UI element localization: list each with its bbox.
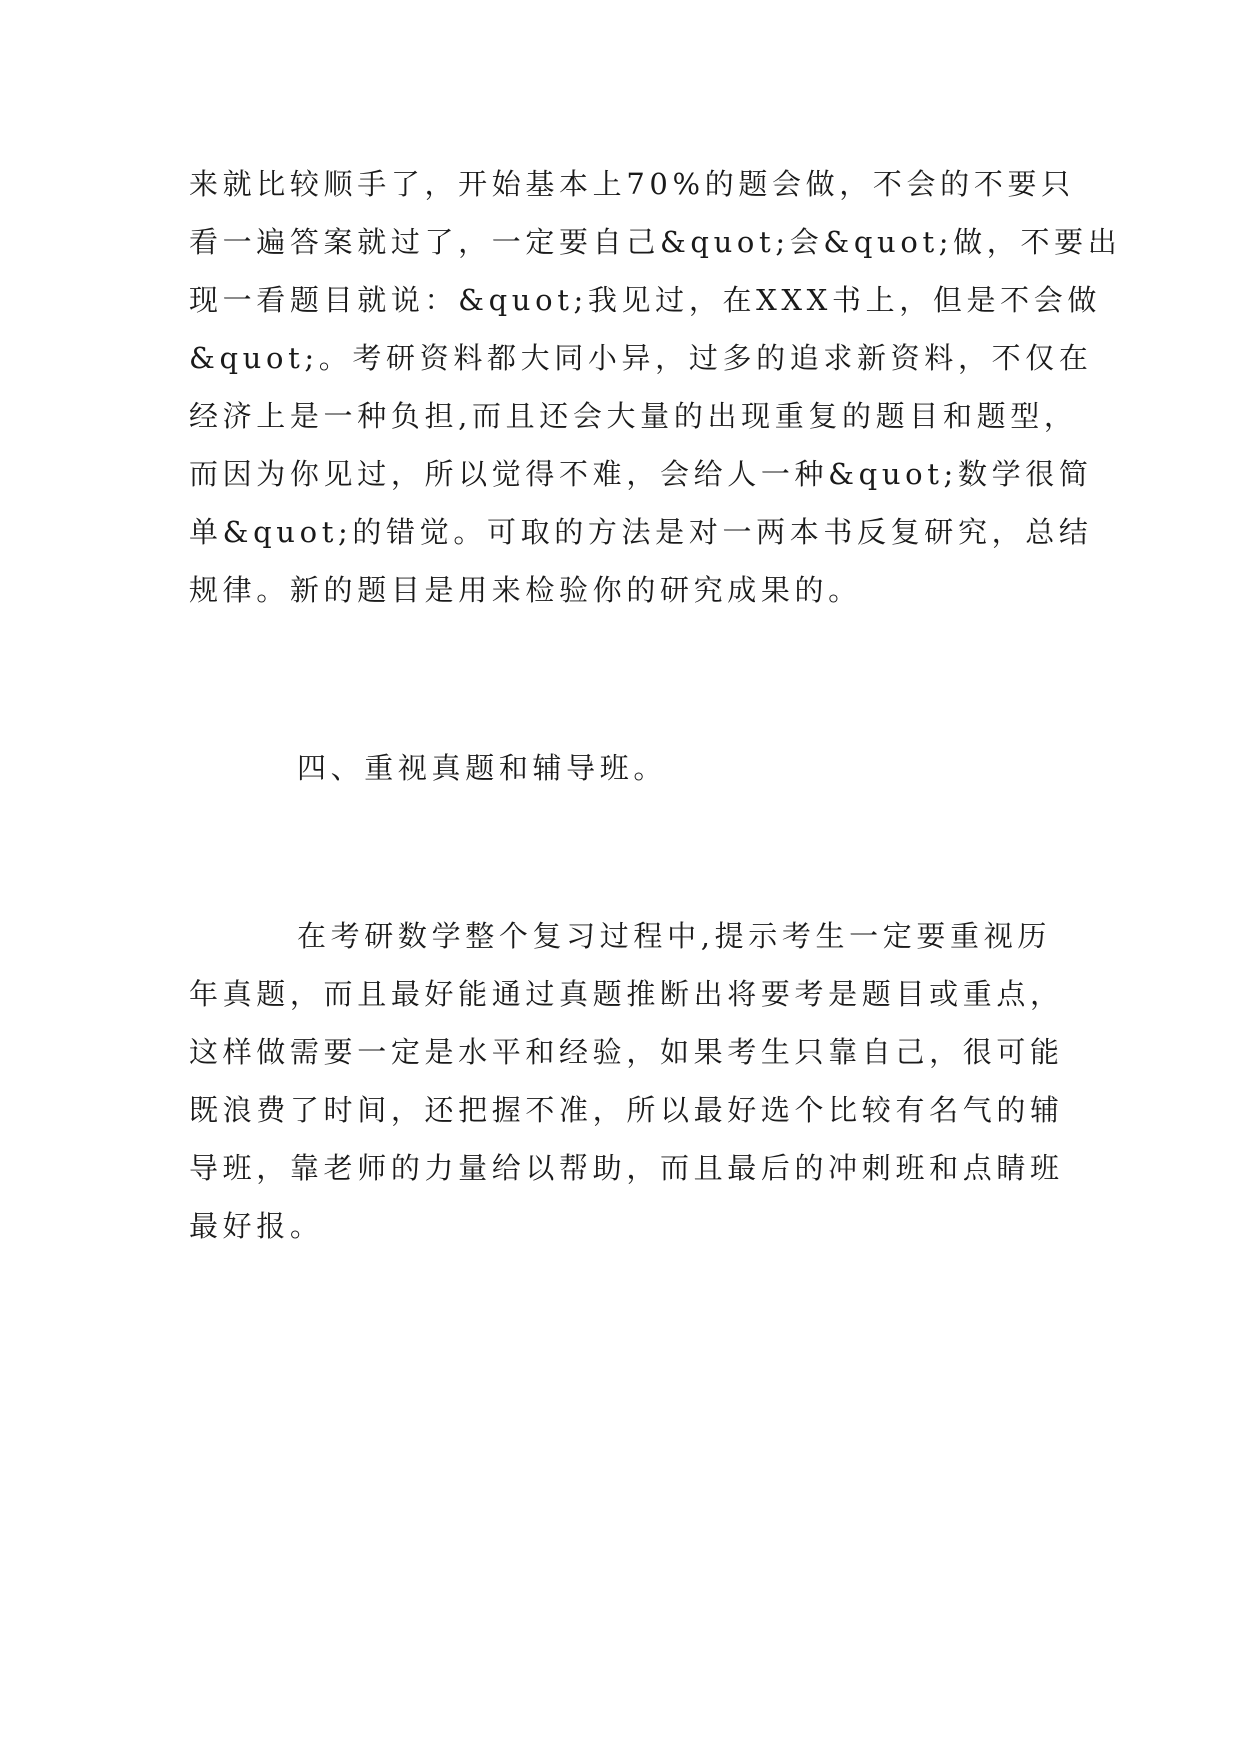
paragraph-line: 导班，靠老师的力量给以帮助，而且最后的冲刺班和点睛班 [189,1151,1064,1185]
paragraph-line: 单&quot;的错觉。可取的方法是对一两本书反复研究，总结 [189,515,1093,549]
paragraph-line: 最好报。 [189,1209,324,1243]
paragraph-line: 来就比较顺手了，开始基本上70%的题会做，不会的不要只 [189,167,1075,201]
paragraph-line: 而因为你见过，所以觉得不难，会给人一种&quot;数学很简 [189,457,1093,491]
paragraph-line: 这样做需要一定是水平和经验，如果考生只靠自己，很可能 [189,1035,1064,1069]
paragraph-line: &quot;。考研资料都大同小异，过多的追求新资料，不仅在 [189,341,1093,375]
paragraph-line: 现一看题目就说：&quot;我见过，在XXX书上，但是不会做 [189,283,1102,317]
paragraph-line: 年真题，而且最好能通过真题推断出将要考是题目或重点， [189,977,1064,1011]
paragraph-line: 经济上是一种负担,而且还会大量的出现重复的题目和题型， [189,399,1078,433]
paragraph-line: 规律。新的题目是用来检验你的研究成果的。 [189,573,862,607]
section-heading: 四、重视真题和辅导班。 [297,751,668,785]
paragraph-line: 看一遍答案就过了，一定要自己&quot;会&quot;做，不要出 [189,225,1122,259]
paragraph-line: 在考研数学整个复习过程中,提示考生一定要重视历 [297,919,1051,953]
paragraph-line: 既浪费了时间，还把握不准，所以最好选个比较有名气的辅 [189,1093,1064,1127]
